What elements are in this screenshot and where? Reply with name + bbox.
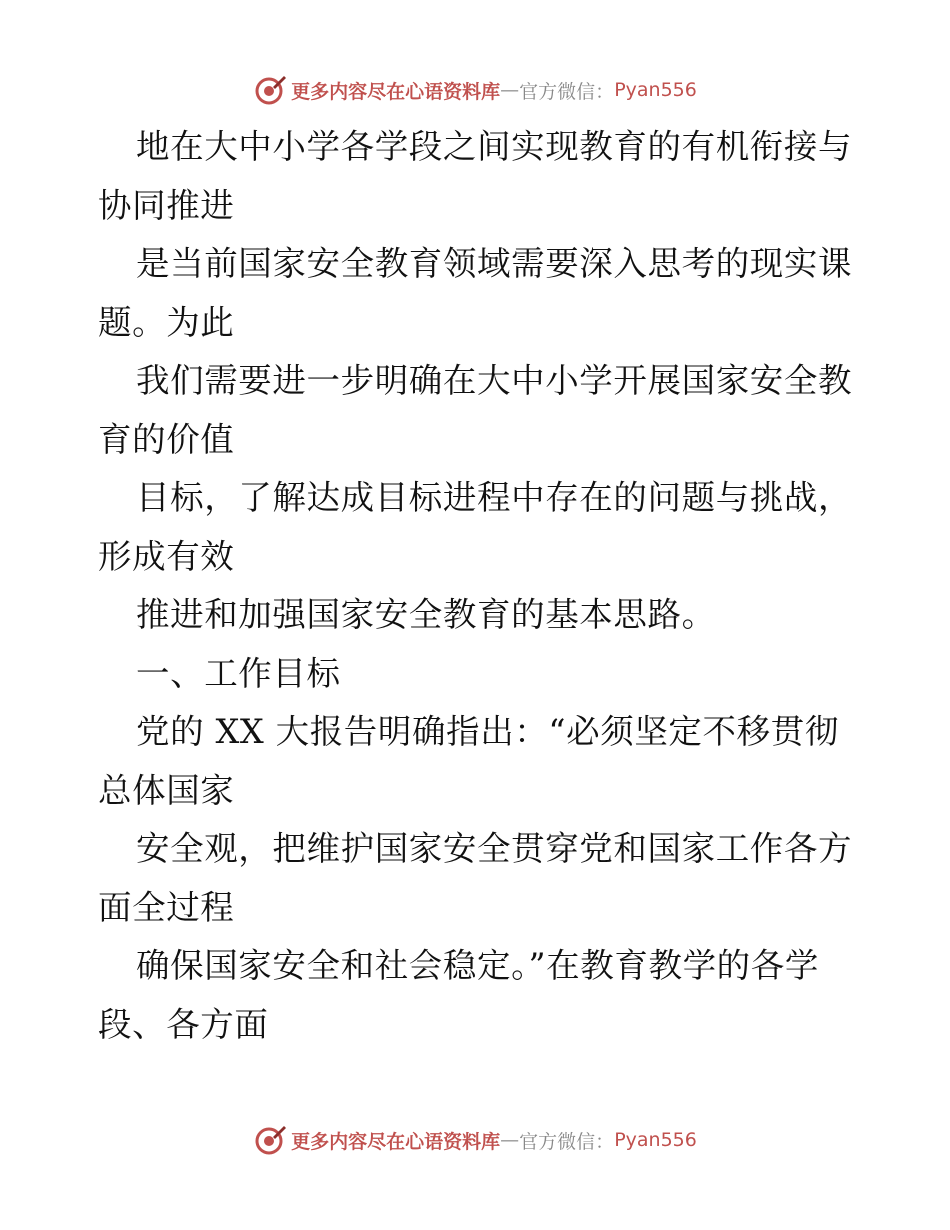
section-heading: 一、工作目标 [136,653,341,693]
text-line: 党的 XX 大报告明确指出：“必须坚定不移贯彻 [136,712,839,751]
watermark-brand: 更多内容尽在心语资料库 [291,1130,501,1153]
text-line: 我们需要进一步明确在大中小学开展国家安全教 [136,361,853,400]
text-line: 题。为此 [98,302,235,342]
footer-watermark [0,1120,950,1160]
watermark-id: Pyan556 [614,1129,697,1151]
watermark-label: 官方微信： [519,80,615,103]
watermark-label: 官方微信： [519,1130,615,1153]
text-line: 推进和加强国家安全教育的基本思路。 [136,595,716,634]
text-line: 面全过程 [98,887,235,927]
watermark-id: Pyan556 [614,79,697,101]
text-line: 段、各方面 [98,1004,269,1044]
watermark-brand: 更多内容尽在心语资料库 [291,80,501,103]
text-line: 地在大中小学各学段之间实现教育的有机衔接与 [136,127,853,166]
text-line: 目标，了解达成目标进程中存在的问题与挑战， [136,478,853,517]
watermark-separator: — [500,1129,520,1151]
text-line: 协同推进 [98,185,235,225]
text-line: 形成有效 [98,536,235,576]
text-line: 总体国家 [98,770,235,810]
text-line: 安全观，把维护国家安全贯穿党和国家工作各方 [136,829,853,868]
text-line: 育的价值 [98,419,235,459]
pen-circle-logo-icon [253,73,287,107]
header-watermark [0,70,950,110]
watermark-separator: — [500,79,520,101]
document-body [98,118,858,1054]
text-line: 是当前国家安全教育领域需要深入思考的现实课 [136,244,853,283]
text-line: 确保国家安全和社会稳定。”在教育教学的各学 [136,946,819,985]
pen-circle-logo-icon [253,1123,287,1157]
